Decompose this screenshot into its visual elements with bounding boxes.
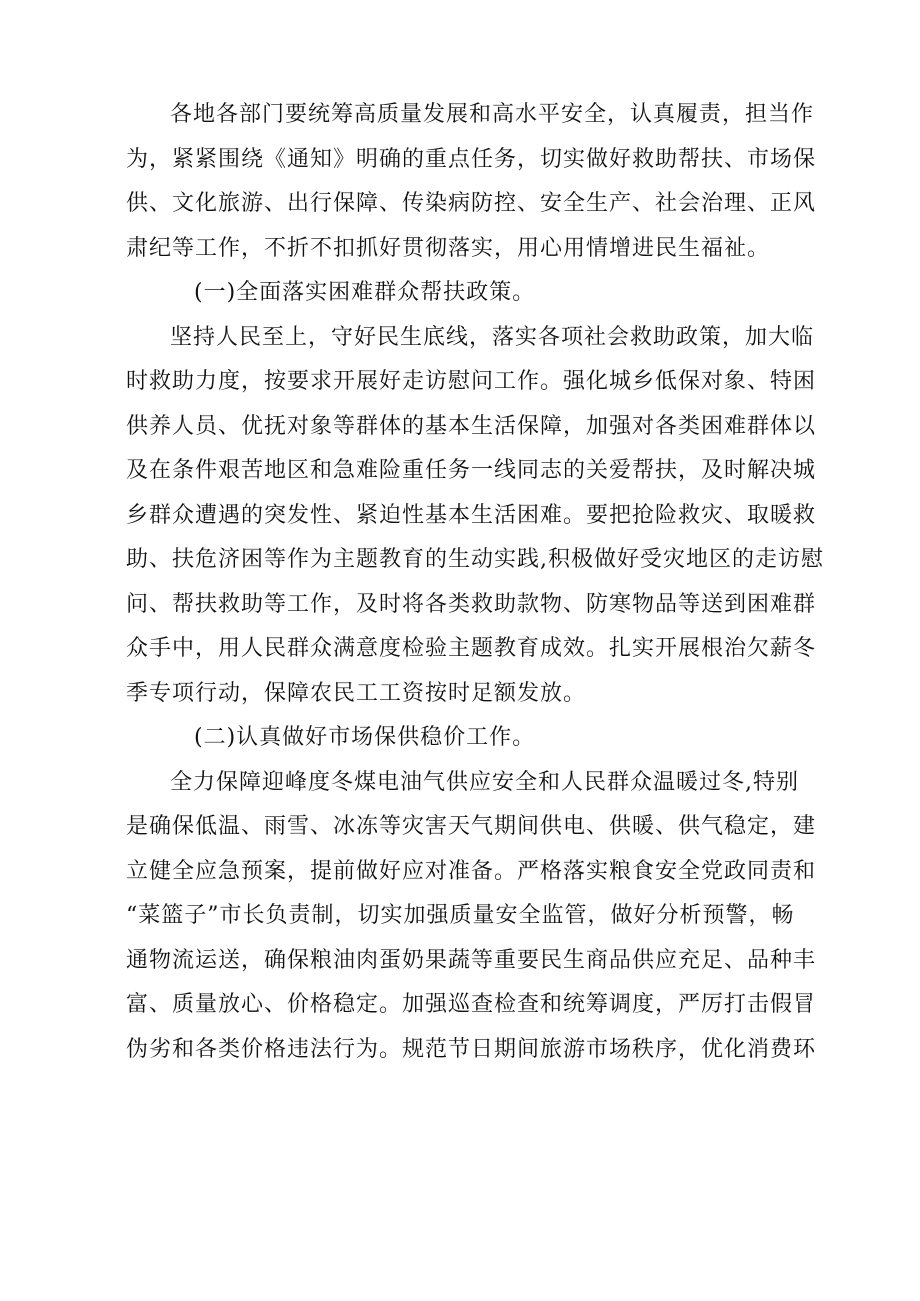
body-paragraph: [126, 761, 817, 1073]
paragraph-line: 立健全应急预案，提前做好应对准备。严格落实粮食安全党政同责和: [126, 858, 817, 884]
paragraph-line: 各地各部门要统筹高质量发展和高水平安全，认真履责，担当作: [170, 102, 815, 127]
paragraph-line: 是确保低温、雨雪、冰冻等灾害天气期间供电、供暖、供气稳定，建: [126, 814, 817, 839]
section-heading: [126, 271, 794, 316]
paragraph-line: 助、扶危济困等作为主题教育的生动实践,积极做好受灾地区的走访慰: [126, 547, 824, 572]
paragraph-line: 伪劣和各类价格违法行为。规范节日期间旅游市场秩序，优化消费环: [126, 1036, 817, 1062]
paragraph-line: 通物流运送，确保粮油肉蛋奶果蔬等重要民生商品供应充足、品种丰: [126, 947, 817, 973]
paragraph-line: 季专项行动，保障农民工工资按时足额发放。: [126, 680, 587, 706]
body-paragraph: [126, 93, 817, 271]
paragraph-line: 肃纪等工作，不折不扣抓好贯彻落实，用心用情增进民生福祉。: [126, 235, 771, 261]
body-paragraph: [126, 316, 824, 717]
paragraph-line: 为，紧紧围绕《通知》明确的重点任务，切实做好救助帮扶、市场保: [126, 146, 817, 172]
paragraph-line: 及在条件艰苦地区和急难险重任务一线同志的关爱帮扶，及时解决城: [126, 458, 817, 483]
paragraph-line: 富、质量放心、价格稳定。加强巡查检查和统筹调度，严厉打击假冒: [126, 992, 817, 1017]
section-heading: [126, 716, 794, 761]
paragraph-line: 供养人员、优抚对象等群体的基本生活保障，加强对各类困难群体以: [126, 413, 817, 439]
paragraph-line: 全力保障迎峰度冬煤电油气供应安全和人民群众温暖过冬,特别: [170, 769, 799, 795]
paragraph-line: 供、文化旅游、出行保障、传染病防控、安全生产、社会治理、正风: [126, 191, 817, 216]
paragraph-line: 众手中，用人民群众满意度检验主题教育成效。扎实开展根治欠薪冬: [126, 636, 817, 661]
heading-text: (一)全面落实困难群众帮扶政策。: [194, 280, 536, 305]
paragraph-line: 时救助力度，按要求开展好走访慰问工作。强化城乡低保对象、特困: [126, 369, 817, 394]
paragraph-line: 乡群众遭遇的突发性、紧迫性基本生活困难。要把抢险救灾、取暖救: [126, 502, 817, 528]
paragraph-line: 坚持人民至上，守好民生底线，落实各项社会救助政策，加大临: [170, 324, 815, 350]
document-body: [126, 93, 824, 1072]
paragraph-line: “菜篮子”市长负责制，切实加强质量安全监管，做好分析预警，畅: [126, 903, 795, 928]
heading-text: (二)认真做好市场保供稳价工作。: [194, 725, 536, 750]
paragraph-line: 问、帮扶救助等工作，及时将各类救助款物、防寒物品等送到困难群: [126, 591, 817, 617]
